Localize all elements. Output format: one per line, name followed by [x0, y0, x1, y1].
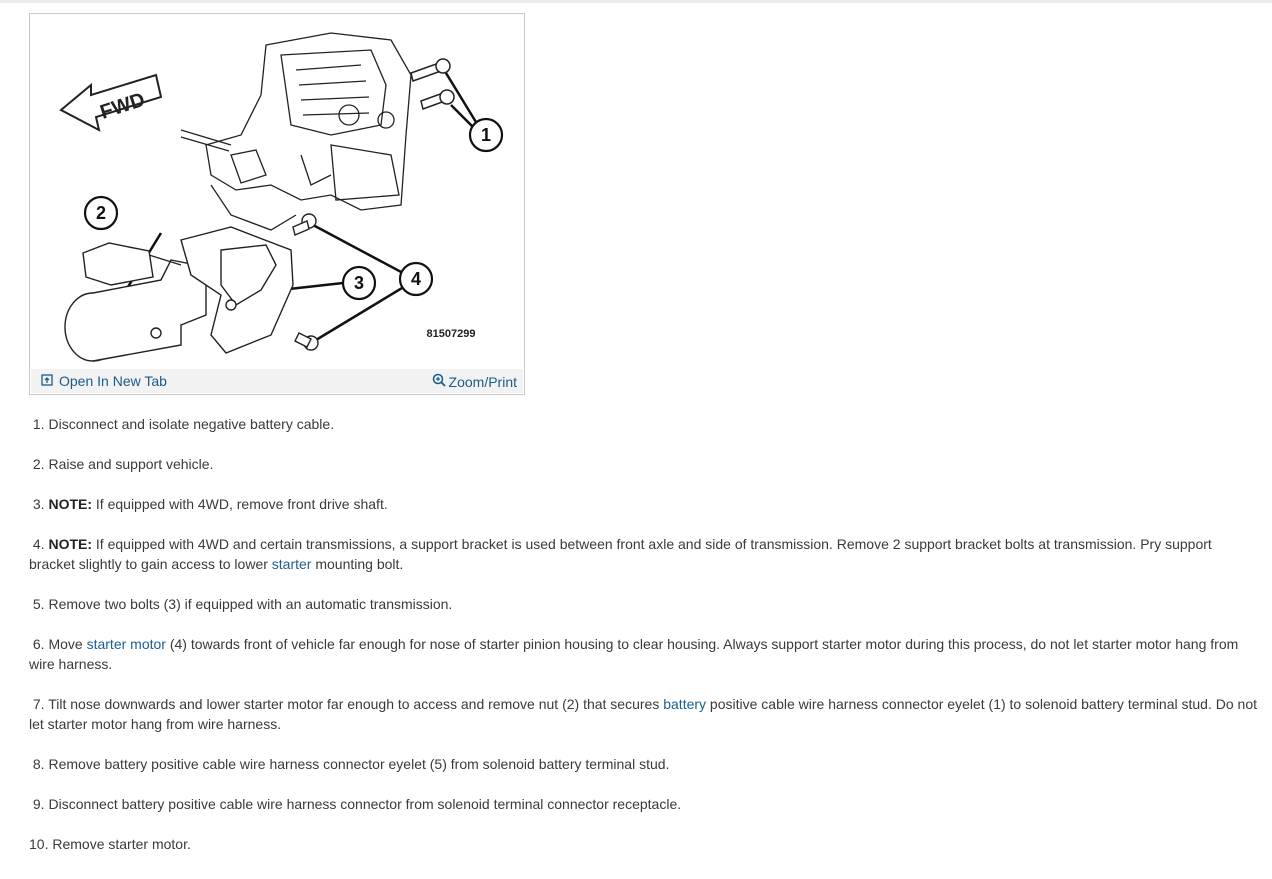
starter-link[interactable]: starter: [271, 556, 312, 572]
step-text: (4) towards front of vehicle far enough for nose of starter pinion housing to clear housing. Always support starter motor during this process, do not let starter motor hang from wire harness.: [29, 636, 1239, 672]
step-9: [29, 794, 1259, 814]
open-new-tab-icon: [41, 373, 53, 389]
step-text: positive cable wire harness connector eyelet (1) to solenoid battery terminal stud. Do not let starter motor hang from wire harness.: [29, 696, 1257, 732]
open-in-new-tab-label: Open In New Tab: [59, 373, 167, 389]
callout-4: 4: [410, 269, 422, 289]
battery-link[interactable]: battery: [663, 696, 707, 712]
step-1: [29, 414, 1259, 434]
note-label: NOTE:: [48, 536, 93, 552]
step-text: Remove battery positive cable wire harness connector eyelet (5) from solenoid battery terminal stud.: [48, 756, 670, 772]
step-7: [29, 694, 1259, 734]
zoom-print-label: Zoom/Print: [448, 373, 517, 390]
step-8: [29, 754, 1259, 774]
step-number: 1.: [32, 416, 45, 432]
step-number: 4.: [32, 536, 45, 552]
step-2: [29, 454, 1259, 474]
step-number: 6.: [32, 636, 45, 652]
figure-number: 81507299: [426, 328, 476, 340]
step-number: 10.: [29, 836, 49, 852]
step-text: If equipped with 4WD, remove front drive shaft.: [95, 496, 388, 512]
callout-3: 3: [353, 273, 365, 293]
step-6: [29, 634, 1259, 674]
top-divider: [0, 0, 1272, 3]
step-text: Tilt nose downwards and lower starter motor far enough to access and remove nut (2) that secures: [48, 696, 664, 712]
step-5: [29, 594, 1259, 614]
step-number: 2.: [32, 456, 45, 472]
step-text: Remove two bolts (3) if equipped with an automatic transmission.: [48, 596, 453, 612]
step-4: [29, 534, 1259, 574]
callout-1: 1: [480, 125, 492, 145]
fwd-label: FWD: [97, 88, 148, 124]
step-number: 9.: [32, 796, 45, 812]
step-3: [29, 494, 1259, 514]
zoom-print-link[interactable]: [432, 373, 517, 390]
zoom-icon: [432, 373, 446, 390]
step-text: Disconnect and isolate negative battery cable.: [48, 416, 335, 432]
step-text: Move: [48, 636, 87, 652]
step-text: Raise and support vehicle.: [48, 456, 214, 472]
open-in-new-tab-link[interactable]: [41, 373, 167, 389]
figure-container: [29, 13, 525, 395]
note-label: NOTE:: [48, 496, 93, 512]
step-text: Disconnect battery positive cable wire harness connector from solenoid terminal connector receptacle.: [48, 796, 682, 812]
step-number: 5.: [32, 596, 45, 612]
step-text: If equipped with 4WD and certain transmissions, a support bracket is used between front axle and side of transmission. Remove 2 support bracket bolts at transmission. Pry support bracket slightly to gain access to lower: [29, 536, 1212, 572]
step-text: mounting bolt.: [311, 556, 404, 572]
procedure-steps: [29, 414, 1259, 874]
starter-motor-diagram[interactable]: [31, 15, 523, 369]
figure-toolbar: [31, 369, 523, 393]
step-number: 3.: [32, 496, 45, 512]
step-number: 7.: [32, 696, 45, 712]
step-number: 8.: [32, 756, 45, 772]
starter-motor-link[interactable]: starter motor: [86, 636, 166, 652]
step-text: Remove starter motor.: [52, 836, 191, 852]
callout-2: 2: [95, 203, 107, 223]
step-10: [29, 834, 1259, 854]
